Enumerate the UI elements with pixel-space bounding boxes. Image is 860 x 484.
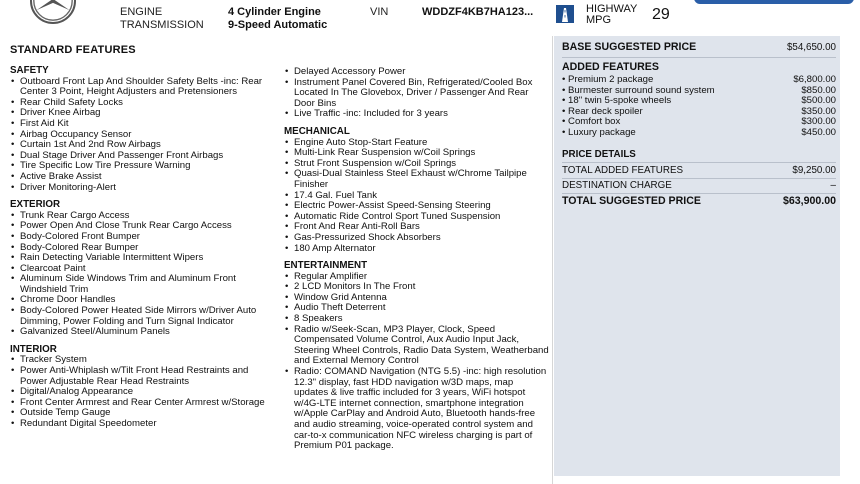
- feature-item: • Live Traffic -inc: Included for 3 years: [284, 109, 549, 120]
- base-price-label: BASE SUGGESTED PRICE: [562, 41, 697, 53]
- feature-item: • Active Brake Assist: [10, 172, 278, 183]
- feature-item: • Aluminum Side Windows Trim and Aluminum Front Windshield Trim: [10, 274, 278, 295]
- feature-item: • Rain Detecting Variable Intermittent Wipers: [10, 253, 278, 264]
- feature-list: [10, 77, 278, 194]
- feature-item: • Delayed Accessory Power: [284, 67, 549, 78]
- feature-item: • Multi-Link Rear Suspension w/Coil Springs: [284, 148, 549, 159]
- feature-item: • Window Grid Antenna: [284, 293, 549, 304]
- transmission-row: [120, 19, 204, 32]
- feature-item: • Instrument Panel Covered Bin, Refrigerated/Cooled Box Located In The Glovebox, Driver / Passenger And Rear Door Bins: [284, 78, 549, 110]
- divider: [562, 162, 836, 163]
- feature-item: • Automatic Ride Control Sport Tuned Suspension: [284, 212, 549, 223]
- feature-item: • Electric Power-Assist Speed-Sensing Steering: [284, 201, 549, 212]
- engine-value-row: [228, 6, 321, 19]
- base-price-value: $54,650.00: [786, 42, 836, 53]
- engine-row: [120, 6, 162, 19]
- feature-item: • Dual Stage Driver And Passenger Front Airbags: [10, 151, 278, 162]
- feature-item: • Rear Child Safety Locks: [10, 98, 278, 109]
- price-panel: [554, 36, 840, 476]
- feature-item: • Front Center Armrest and Rear Center Armrest w/Storage: [10, 398, 278, 409]
- feature-item: • Airbag Occupancy Sensor: [10, 130, 278, 141]
- features-column-1: [10, 66, 278, 430]
- standard-features-panel: [0, 36, 553, 484]
- feature-item: • 2 LCD Monitors In The Front: [284, 282, 549, 293]
- feature-item: • Clearcoat Paint: [10, 264, 278, 275]
- added-feature-price: $300.00: [801, 116, 836, 127]
- highway-mpg-label: [586, 4, 637, 26]
- features-column-2: [284, 67, 549, 452]
- feature-item: • Driver Monitoring-Alert: [10, 183, 278, 194]
- feature-item: • Regular Amplifier: [284, 272, 549, 283]
- feature-item: • Tracker System: [10, 355, 278, 366]
- feature-item: • Power Open And Close Trunk Rear Cargo Access: [10, 221, 278, 232]
- added-feature-text: Comfort box: [568, 116, 621, 127]
- feature-item: • Curtain 1st And 2nd Row Airbags: [10, 140, 278, 151]
- feature-item: • Galvanized Steel/Aluminum Panels: [10, 327, 278, 338]
- feature-list: [10, 355, 278, 429]
- feature-item: • Body-Colored Power Heated Side Mirrors w/Driver Auto Dimming, Power Folding and Turn Signal Indicator: [10, 306, 278, 327]
- section-title-entertainment: ENTERTAINMENT: [284, 260, 368, 272]
- highway-mpg-value: 29: [652, 6, 670, 23]
- three-pointed-star-logo-icon: [30, 0, 76, 24]
- added-feature-text: Luxury package: [568, 126, 636, 138]
- section-title-exterior: EXTERIOR: [10, 199, 61, 211]
- added-feature-price: $500.00: [801, 95, 836, 106]
- added-feature-label: [562, 128, 636, 139]
- feature-item: • Trunk Rear Cargo Access: [10, 211, 278, 222]
- section-title-safety: SAFETY: [10, 65, 49, 76]
- section-title-mechanical: MECHANICAL: [284, 125, 350, 137]
- feature-item: • Chrome Door Handles: [10, 295, 278, 306]
- feature-item: • Radio: COMAND Navigation (NTG 5.5) -inc: high resolution 12.3" display, fast HDD navigation w/3D maps, map updates & live traffic included for 3 years, WiFi hotspot w/4G-LTE internet connection, smartphone integration w/Apple CarPlay and Android Auto, Bluetooth hands-free and audio streaming, voice-operated control system and car-to-x communication NFC wireless charging is part of Premium P01 package.: [284, 367, 549, 452]
- feature-item: • Strut Front Suspension w/Coil Springs: [284, 159, 549, 170]
- transmission-value: 9-Speed Automatic: [228, 19, 328, 31]
- vin-label-row: [370, 6, 388, 19]
- feature-item: • Power Anti-Whiplash w/Tilt Front Head Restraints and Power Adjustable Rear Head Restraints: [10, 366, 278, 387]
- transmission-label: TRANSMISSION: [120, 19, 204, 31]
- bullet: •: [562, 116, 569, 127]
- feature-item: • Outboard Front Lap And Shoulder Safety Belts -inc: Rear Center 3 Point, Height Adjusters and Pretensioners: [10, 77, 278, 98]
- price-details-title: PRICE DETAILS: [562, 149, 636, 160]
- destination-label: DESTINATION CHARGE: [562, 180, 672, 191]
- feature-item: • Radio w/Seek-Scan, MP3 Player, Clock, Speed Compensated Volume Control, Aux Audio Input Jack, Steering Wheel Controls, Radio Data System, Weatherband and External Memory Control: [284, 325, 549, 367]
- total-added-value: $9,250.00: [792, 165, 836, 176]
- bullet: •: [562, 126, 569, 138]
- standard-features-title: STANDARD FEATURES: [10, 44, 136, 56]
- feature-item: • Redundant Digital Speedometer: [10, 419, 278, 430]
- feature-item: • First Aid Kit: [10, 119, 278, 130]
- feature-item: • Audio Theft Deterrent: [284, 303, 549, 314]
- feature-item: • Body-Colored Rear Bumper: [10, 243, 278, 254]
- bullet: •: [562, 74, 569, 85]
- transmission-value-row: [228, 19, 327, 32]
- added-features-title: ADDED FEATURES: [562, 61, 659, 73]
- vin-value-row: [422, 6, 533, 19]
- highway-road-icon: [556, 5, 574, 23]
- highway-label-line2: MPG: [586, 14, 612, 26]
- divider: [562, 57, 836, 58]
- total-price-label: TOTAL SUGGESTED PRICE: [562, 195, 701, 207]
- feature-list: [284, 138, 549, 255]
- vin-label: VIN: [370, 6, 389, 18]
- feature-item: • Tire Specific Low Tire Pressure Warning: [10, 161, 278, 172]
- bullet: •: [562, 95, 569, 106]
- added-feature-price: $850.00: [801, 84, 836, 96]
- added-feature-item: [562, 128, 836, 139]
- total-added-label: TOTAL ADDED FEATURES: [562, 165, 684, 176]
- divider: [562, 193, 836, 194]
- feature-item: • 180 Amp Alternator: [284, 244, 549, 255]
- feature-item: • Gas-Pressurized Shock Absorbers: [284, 233, 549, 244]
- destination-value: –: [830, 180, 836, 191]
- engine-label: ENGINE: [120, 6, 163, 18]
- section-title-interior: INTERIOR: [10, 343, 57, 355]
- right-margin: [840, 36, 860, 484]
- feature-item: • 8 Speakers: [284, 314, 549, 325]
- features-list-continued: [284, 67, 549, 120]
- feature-item: • 17.4 Gal. Fuel Tank: [284, 191, 549, 202]
- added-feature-price: $6,800.00: [793, 74, 836, 85]
- added-feature-price: $450.00: [801, 126, 836, 138]
- feature-item: • Engine Auto Stop-Start Feature: [284, 138, 549, 149]
- feature-item: • Body-Colored Front Bumper: [10, 232, 278, 243]
- header-strip: [0, 0, 860, 36]
- bullet: •: [562, 105, 569, 117]
- bullet: •: [562, 84, 569, 96]
- added-feature-text: Rear deck spoiler: [568, 105, 643, 117]
- feature-item: • Quasi-Dual Stainless Steel Exhaust w/Chrome Tailpipe Finisher: [284, 169, 549, 190]
- feature-item: • Digital/Analog Appearance: [10, 387, 278, 398]
- highway-label-line1: HIGHWAY: [586, 3, 638, 15]
- added-features-list: [562, 75, 836, 138]
- added-feature-text: 18" twin 5-spoke wheels: [568, 95, 672, 106]
- feature-list: [284, 272, 549, 452]
- feature-item: • Front And Rear Anti-Roll Bars: [284, 222, 549, 233]
- total-price-value: $63,900.00: [782, 195, 836, 207]
- added-feature-price: $350.00: [801, 105, 836, 117]
- feature-list: [10, 211, 278, 338]
- divider: [562, 178, 836, 179]
- vin-value: WDDZF4KB7HA123...: [422, 6, 534, 18]
- top-action-button[interactable]: [694, 0, 854, 4]
- added-feature-text: Premium 2 package: [568, 74, 654, 85]
- added-feature-text: Burmester surround sound system: [568, 84, 715, 96]
- engine-value: 4 Cylinder Engine: [228, 6, 321, 18]
- feature-item: • Driver Knee Airbag: [10, 108, 278, 119]
- feature-item: • Outside Temp Gauge: [10, 408, 278, 419]
